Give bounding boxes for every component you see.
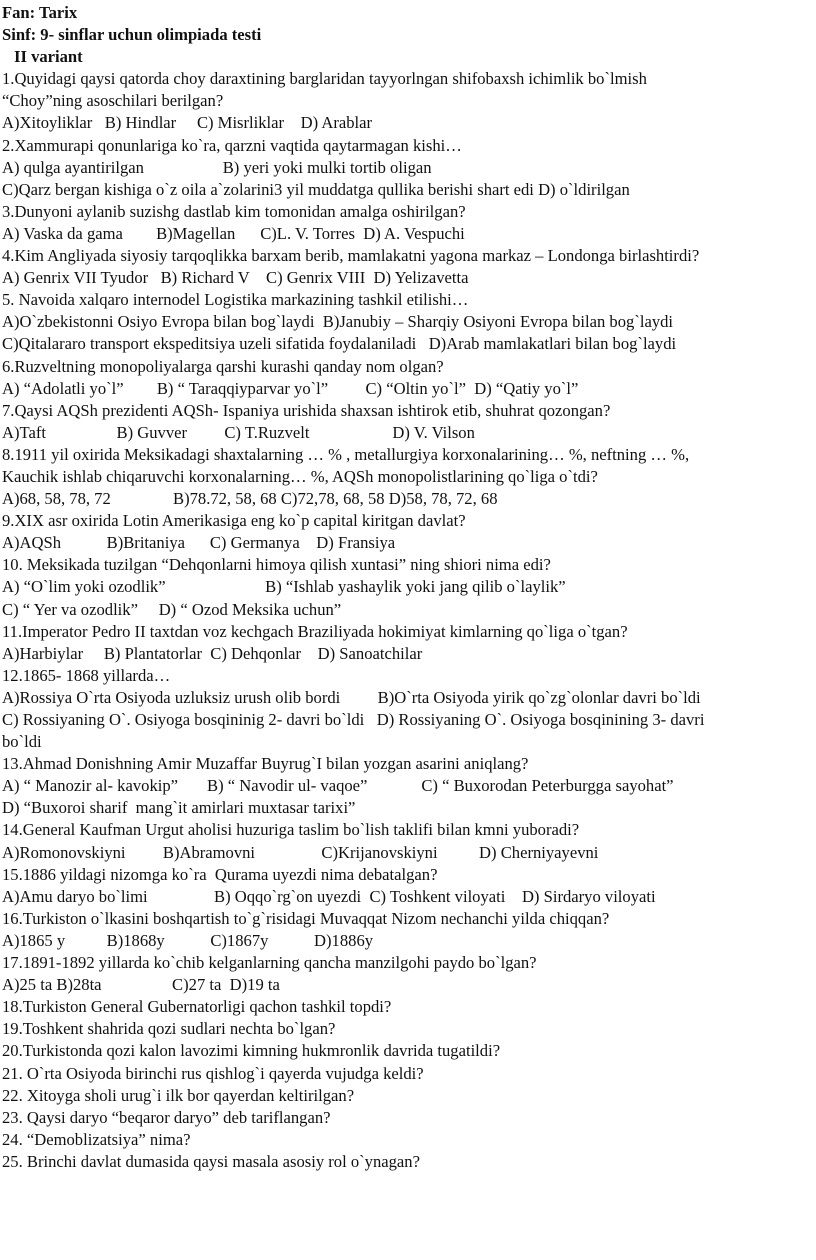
text-line: 11.Imperator Pedro II taxtdan voz kechgach Braziliyada hokimiyat kimlarning qo`liga o`tgan? [2, 621, 628, 641]
text-line: C) Rossiyaning O`. Osiyoga bosqininig 2- davri bo`ldi D) Rossiyaning O`. Osiyoga bosqinining 3- davri [2, 710, 705, 729]
text-line: A)1865 y B)1868y C)1867y D)1886y [2, 930, 374, 950]
text-line: D) “Buxoroi sharif mang`it amirlari muxtasar tarixi” [2, 798, 356, 818]
text-line: “Choy”ning asoschilari berilgan? [2, 91, 224, 111]
text-line: 1.Quyidagi qaysi qatorda choy daraxtining barglaridan tayyorlngan shifobaxsh ichimlik bo`lmish [2, 69, 647, 89]
text-line: 19.Toshkent shahrida qozi sudlari nechta bo`lgan? [2, 1019, 336, 1039]
text-line: 16.Turkiston o`lkasini boshqartish to`g`risidagi Muvaqqat Nizom nechanchi yilda chiqqan? [2, 908, 610, 928]
text-line: 15.1886 yildagi nizomga ko`ra Qurama uyezdi nima debatalgan? [2, 864, 438, 884]
text-line: A) “ Manozir al- kavokip” B) “ Navodir ul- vaqoe” C) “ Buxorodan Peterburgga sayohat” [2, 776, 674, 796]
text-line: 23. Qaysi daryo “beqaror daryo” deb tariflangan? [2, 1107, 331, 1127]
text-line: A) qulga ayantirilgan B) yeri yoki mulki tortib oligan [2, 157, 432, 177]
text-line: A)AQSh B)Britaniya C) Germanya D) Fransiya [2, 533, 396, 553]
text-line: A)Amu daryo bo`limi B) Oqqo`rg`on uyezdi C) Toshkent viloyati D) Sirdaryo viloyati [2, 886, 656, 906]
text-line: 20.Turkistonda qozi kalon lavozimi kimning hukmronlik davrida tugatildi? [2, 1041, 501, 1061]
text-line: 2.Xammurapi qonunlariga ko`ra, qarzni vaqtida qaytarmagan kishi… [2, 135, 462, 155]
text-line: A) Genrix VII Tyudor B) Richard V C) Genrix VIII D) Yelizavetta [2, 268, 469, 288]
text-line: 9.XIX asr oxirida Lotin Amerikasiga eng ko`p capital kiritgan davlat? [2, 511, 466, 531]
text-line: A) Vaska da gama B)Magellan C)L. V. Torres D) A. Vespuchi [2, 223, 465, 243]
variant-heading: II variant [14, 47, 83, 67]
text-line: A)Rossiya O`rta Osiyoda uzluksiz urush olib bordi B)O`rta Osiyoda yirik qo`zg`olonlar davri bo`ldi [2, 687, 701, 707]
text-line: bo`ldi [2, 732, 42, 752]
text-line: 25. Brinchi davlat dumasida qaysi masala asosiy rol o`ynagan? [2, 1151, 420, 1171]
text-line: A)68, 58, 78, 72 B)78.72, 58, 68 C)72,78, 68, 58 D)58, 78, 72, 68 [2, 489, 498, 509]
text-line: 17.1891-1892 yillarda ko`chib kelganlarning qancha manzilgohi paydo bo`lgan? [2, 953, 537, 973]
text-line: 18.Turkiston General Gubernatorligi qachon tashkil topdi? [2, 997, 392, 1017]
text-line: 13.Ahmad Donishning Amir Muzaffar Buyrug`I bilan yozgan asarini aniqlang? [2, 754, 529, 774]
text-line: C)Qarz bergan kishiga o`z oila a`zolarini3 yil muddatga qullika berishi shart edi D) o`ldirilgan [2, 179, 630, 199]
text-line: Kauchik ishlab chiqaruvchi korxonalarning… %, AQSh monopolistlarining qo`liga o`tdi? [2, 466, 598, 486]
text-line: 6.Ruzveltning monopoliyalarga qarshi kurashi qanday nom olgan? [2, 356, 444, 376]
text-line: 21. O`rta Osiyoda birinchi rus qishlog`i qayerda vujudga keldi? [2, 1063, 424, 1083]
text-line: A)Romonovskiyni B)Abramovni C)Krijanovskiyni D) Cherniyayevni [2, 842, 599, 862]
text-line: 22. Xitoyga sholi urug`i ilk bor qayerdan keltirilgan? [2, 1085, 355, 1105]
text-line: 4.Kim Angliyada siyosiy tarqoqlikka barxam berib, mamlakatni yagona markaz – Londonga birlashtirdi? [2, 246, 700, 266]
subject-heading: Fan: Tarix [2, 3, 78, 22]
text-line: A) “Adolatli yo`l” B) “ Taraqqiyparvar yo`l” C) “Oltin yo`l” D) “Qatiy yo`l” [2, 378, 579, 398]
text-line: C) “ Yer va ozodlik” D) “ Ozod Meksika uchun” [2, 599, 342, 619]
text-line: 8.1911 yil oxirida Meksikadagi shaxtalarning … % , metallurgiya korxonalarining… %, neftning … %, [2, 444, 690, 464]
text-line: A)Xitoyliklar B) Hindlar C) Misrliklar D) Arablar [2, 113, 373, 133]
text-line: 24. “Demoblizatsiya” nima? [2, 1129, 191, 1149]
text-line: A) “O`lim yoki ozodlik” B) “Ishlab yashaylik yoki jang qilib o`laylik” [2, 577, 566, 597]
text-line: A)Taft B) Guvver C) T.Ruzvelt D) V. Vilson [2, 422, 475, 442]
text-line: 7.Qaysi AQSh prezidenti AQSh- Ispaniya urishida shaxsan ishtirok etib, shuhrat qozongan? [2, 400, 611, 420]
questions-list [2, 68, 810, 1173]
text-line: 10. Meksikada tuzilgan “Dehqonlarni himoya qilish xuntasi” ning shiori nima edi? [2, 555, 551, 575]
text-line: A)O`zbekistonni Osiyo Evropa bilan bog`laydi B)Janubiy – Sharqiy Osiyoni Evropa bilan bog`laydi [2, 312, 674, 332]
text-line: 12.1865- 1868 yillarda… [2, 665, 171, 685]
text-line: 3.Dunyoni aylanib suzishg dastlab kim tomonidan amalga oshirilgan? [2, 201, 466, 221]
text-line: 14.General Kaufman Urgut aholisi huzuriga taslim bo`lish taklifi bilan kmni yuboradi? [2, 820, 580, 840]
text-line: C)Qitalararo transport ekspeditsiya uzeli sifatida foydalaniladi D)Arab mamlakatlari bilan bog`laydi [2, 334, 677, 354]
text-line: A)25 ta B)28ta C)27 ta D)19 ta [2, 975, 280, 995]
text-line: A)Harbiylar B) Plantatorlar C) Dehqonlar D) Sanoatchilar [2, 643, 423, 663]
grade-heading: Sinf: 9- sinflar uchun olimpiada testi [2, 25, 262, 45]
text-line: 5. Navoida xalqaro internodel Logistika markazining tashkil etilishi… [2, 290, 469, 310]
